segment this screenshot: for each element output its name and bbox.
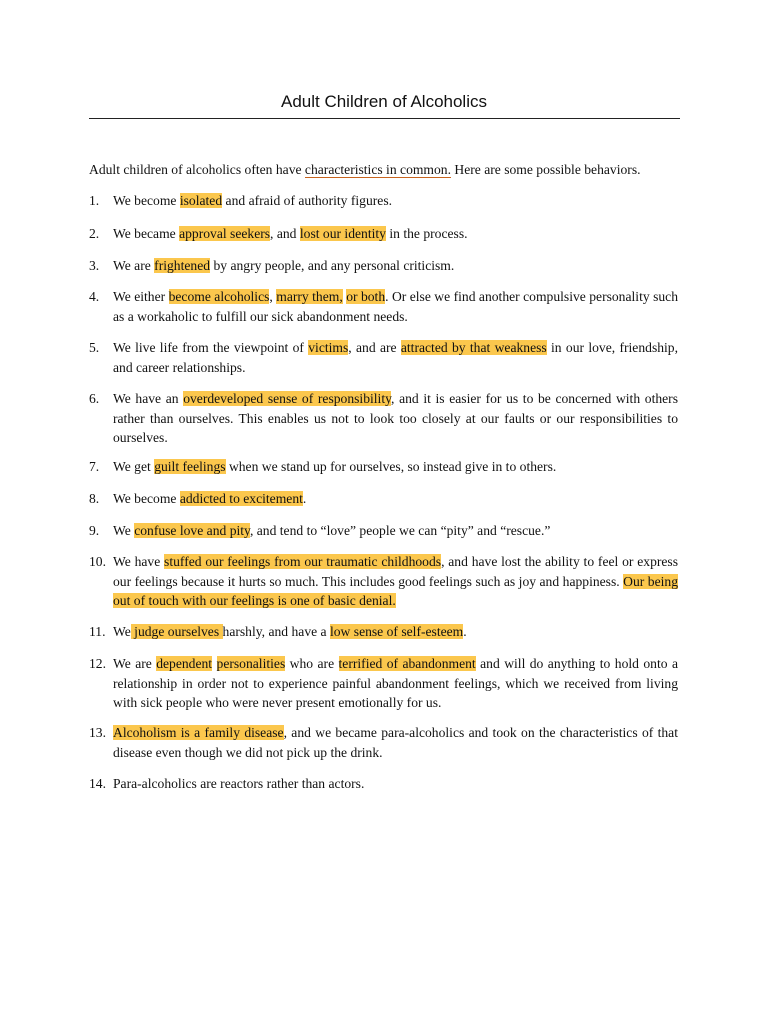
item-text	[113, 287, 678, 326]
intro-text: Adult children of alcoholics often have	[89, 162, 305, 177]
text-segment: We live life from the viewpoint of	[113, 340, 309, 355]
highlighted-phrase: isolated	[179, 193, 223, 208]
text-segment: We are	[113, 656, 157, 671]
item-number: 11.	[89, 624, 106, 639]
text-segment: who are	[285, 656, 339, 671]
highlighted-phrase: addicted to excitement	[179, 491, 303, 506]
highlighted-phrase: Alcoholism is a family disease	[113, 725, 284, 740]
text-segment: We become	[113, 193, 180, 208]
text-segment: We either	[113, 289, 169, 304]
text-segment: in the process.	[385, 226, 468, 241]
text-segment: We get	[113, 459, 155, 474]
text-segment: in our love, friendship, and career relationships.	[113, 340, 678, 375]
item-number: 6.	[89, 391, 100, 406]
highlighted-phrase: low sense of self-esteem	[329, 624, 464, 639]
intro-text-end: Here are some possible behaviors.	[451, 162, 641, 177]
item-number: 4.	[89, 289, 100, 304]
item-text	[113, 774, 678, 794]
item-text	[113, 489, 678, 509]
highlighted-phrase: dependent	[156, 656, 213, 671]
text-segment: We become	[113, 491, 180, 506]
page-title: Adult Children of Alcoholics	[280, 92, 487, 111]
item-text	[113, 723, 678, 762]
text-segment: .	[463, 624, 467, 639]
highlighted-phrase: confuse love and pity	[134, 523, 250, 538]
item-number: 2.	[89, 226, 100, 241]
text-segment: We	[113, 624, 131, 639]
text-segment: We have an	[113, 391, 184, 406]
item-text	[113, 622, 678, 642]
text-segment	[212, 656, 216, 671]
item-number: 14.	[89, 776, 106, 791]
highlighted-phrase: or both	[346, 289, 386, 304]
text-segment: Para-alcoholics are reactors rather than actors.	[113, 776, 365, 791]
highlighted-phrase: judge ourselves	[130, 624, 223, 639]
text-segment: by angry people, and any personal criticism.	[210, 258, 455, 273]
text-segment: We	[113, 523, 135, 538]
highlighted-phrase: overdeveloped sense of responsibility	[183, 391, 392, 406]
item-number: 8.	[89, 491, 100, 506]
item-number: 10.	[89, 554, 106, 569]
item-text	[113, 224, 678, 244]
text-segment: ,	[269, 289, 277, 304]
item-number: 1.	[89, 193, 100, 208]
item-number: 13.	[89, 725, 106, 740]
text-segment: We have	[113, 554, 165, 569]
item-text	[113, 256, 678, 276]
item-text	[113, 457, 678, 477]
item-text	[113, 338, 678, 377]
highlighted-phrase: personalities	[216, 656, 286, 671]
text-segment: and afraid of authority figures.	[222, 193, 393, 208]
highlighted-phrase: terrified of abandonment	[338, 656, 476, 671]
text-segment: , and	[270, 226, 300, 241]
highlighted-phrase: attracted by that weakness	[400, 340, 547, 355]
text-segment: and will do anything to hold onto a relationship in order not to experience painful abandonment feelings, which we received from living with sick people who were never present emotionally for us.	[113, 656, 678, 710]
title-divider	[89, 118, 680, 119]
text-segment: , and are	[348, 340, 401, 355]
highlighted-phrase: stuffed our feelings from our traumatic childhoods	[164, 554, 442, 569]
text-segment: We became	[113, 226, 180, 241]
underlined-phrase: characteristics in common.	[304, 162, 452, 177]
item-text	[113, 654, 678, 713]
text-segment: , and we became para-alcoholics and took on the characteristics of that disease even though we did not pick up the drink.	[113, 725, 678, 760]
highlighted-phrase: victims	[308, 340, 349, 355]
item-number: 12.	[89, 656, 106, 671]
text-segment: . Or else we find another compulsive personality such as a workaholic to fulfill our sick abandonment needs.	[113, 289, 678, 324]
text-segment: , and have lost the ability to feel or express our feelings because it hurts so much. This includes good feelings such as joy and happiness.	[113, 554, 679, 589]
highlighted-phrase: Our being out of touch with our feelings is one of basic denial.	[113, 573, 678, 608]
item-number: 9.	[89, 523, 100, 538]
item-number: 3.	[89, 258, 100, 273]
highlighted-phrase: marry them,	[276, 289, 343, 304]
item-text	[113, 552, 678, 611]
item-text	[113, 191, 678, 211]
text-segment: , and tend to “love” people we can “pity” and “rescue.”	[249, 523, 551, 538]
text-segment: , and it is easier for us to be concerned with others rather than ourselves. This enables us not to look too closely at our faults or our responsibilities to ourselves.	[113, 391, 678, 445]
item-text	[113, 521, 678, 541]
text-segment: .	[302, 491, 307, 506]
highlighted-phrase: guilt feelings	[154, 459, 226, 474]
text-segment: harshly, and have a	[222, 624, 330, 639]
text-segment: when we stand up for ourselves, so instead give in to others.	[225, 459, 557, 474]
item-number: 7.	[89, 459, 100, 474]
highlighted-phrase: lost our identity	[299, 226, 386, 241]
highlighted-phrase: frightened	[154, 258, 211, 273]
intro-paragraph	[89, 160, 680, 180]
highlighted-phrase: approval seekers	[179, 226, 271, 241]
text-segment: We are	[113, 258, 155, 273]
item-number: 5.	[89, 340, 100, 355]
item-text	[113, 389, 678, 448]
highlighted-phrase: become alcoholics	[168, 289, 270, 304]
